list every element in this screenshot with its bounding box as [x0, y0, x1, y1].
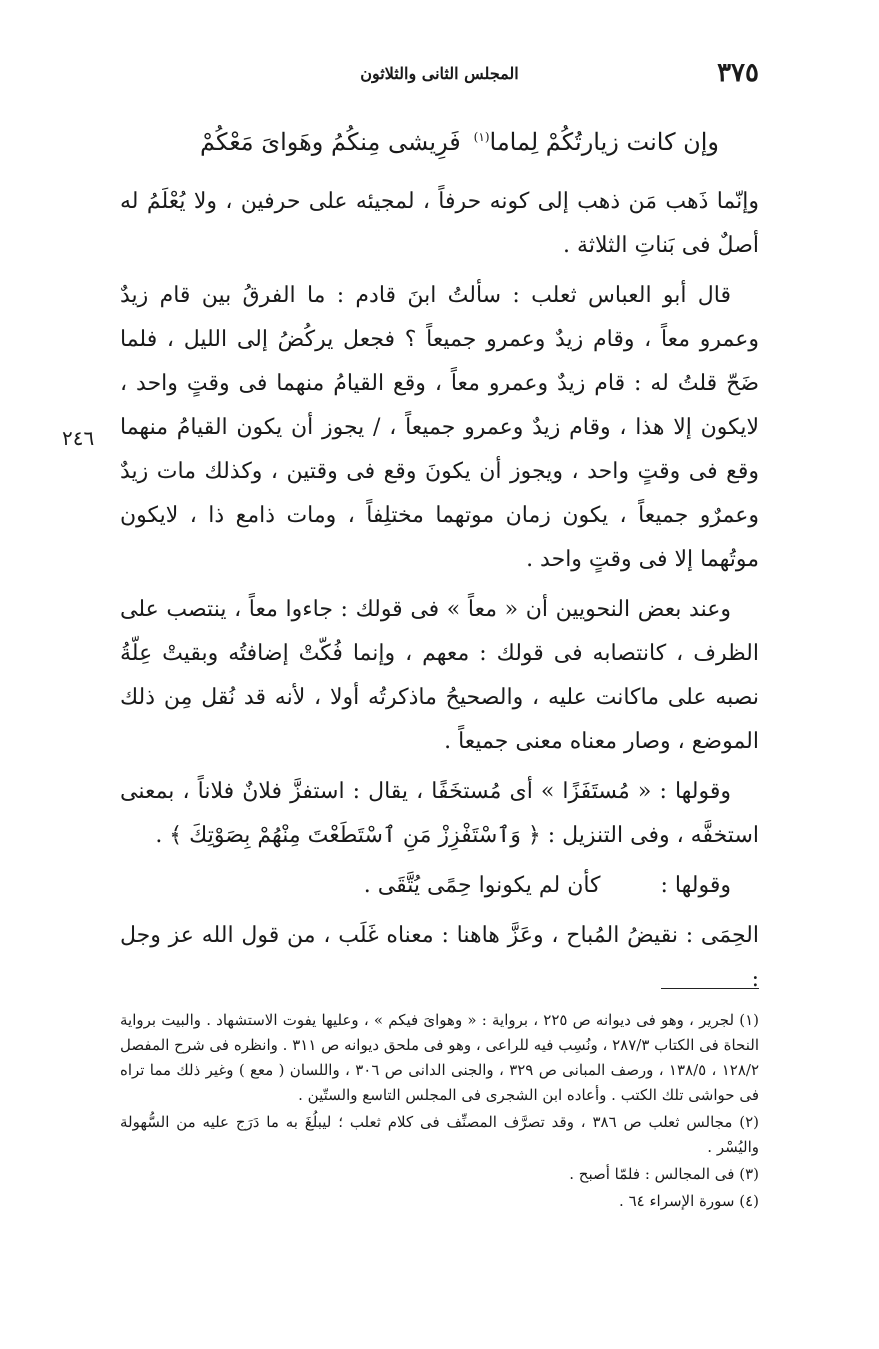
footnote: (١) لجرير ، وهو فى ديوانه ص ٢٢٥ ، برواية : « وهواىَ فيكم » ، وعليها يفوت الاستشهاد . والبيت برواية النحاة فى الكتاب ٢٨٧/٣ ، ونُسِب فيه للراعى ، وهو فى ملحق ديوانه ص ٣١١ . وانظره فى شرح المفصل ١٢٨/٢ ، ١٣٨/٥ ، ورصف المبانى ص ٣٢٩ ، والجنى الدانى ص ٣٠٦ ، واللسان ( معع ) وغير ذلك مما تراه فى حواشى تلك الكتب . وأعاده ابن الشجرى فى المجلس التاسع والستّين . — [120, 1011, 760, 1104]
footnotes — [120, 1008, 759, 1216]
verse-hemistich-first: فَرِيشى مِنكُمُ وهَواىَ مَعْكُمْ — [200, 128, 461, 156]
quote-label: وقولها : — [660, 873, 731, 898]
verse-hemistich-second-text: وإن كانت زيارتُكُمْ لِماما — [489, 128, 719, 156]
verse-hemistich-second — [474, 128, 719, 156]
paragraph: الحِمَى : نقيضُ المُباح ، وعَزَّ هاهنا : معناه غَلَب ، من قول الله عز وجل : — [120, 923, 759, 992]
paragraph: وقولها : « مُستَفَزًا » أى مُستخَفًا ، يقال : استفزَّ فلانٌ فلاناً ، بمعنى استخفَّه ، وفى التنزيل : ﴿ وَٱسْتَفْزِزْ مَنِ ٱسْتَطَعْتَ مِنْهُمْ بِصَوْتِكَ ﴾ . — [120, 779, 759, 848]
running-title: المجلس الثانى والثلاثون — [360, 64, 519, 83]
paragraph: وعند بعض النحويين أن « معاً » فى قولك : جاءوا معاً ، ينتصب على الظرف ، كانتصابه فى قولك : معهم ، وإنما فُكّتْ إضافتُه وبقيتْ عِلّةُ نصبه على ماكانت عليه ، والصحيحُ ماذكرتُه أولا ، لأنه قد نُقل مِن ذلك الموضع ، وصار معناه معنى جميعاً . — [120, 597, 759, 754]
main-text — [120, 180, 759, 1008]
quoted-verse-line — [120, 864, 759, 908]
margin-page-reference: ٢٤٦ — [62, 426, 95, 450]
footnote: (٢) مجالس ثعلب ص ٣٨٦ ، وقد تصرَّف المصنِّف فى كلام ثعلب ؛ ليبلُغَ به ما دَرَج عليه من السُّهولة واليُسْر . — [120, 1113, 759, 1156]
footnote-separator — [661, 988, 759, 989]
quote-text: كأن لم يكونوا حِمًى يُتَّقَى . — [363, 873, 601, 898]
footnote: (٤) سورة الإسراء ٦٤ . — [619, 1192, 759, 1210]
poetry-verse — [200, 128, 719, 178]
page-number: ٣٧٥ — [717, 58, 759, 88]
paragraph: قال أبو العباس ثعلب : سألتُ ابنَ قادم : ما الفرقُ بين قام زيدٌ وعمرو معاً ، وقام زيدٌ وعمرو جميعاً ؟ فجعل يركُضُ إلى الليل ، فلما ضَحّ قلتُ له : قام زيدٌ وعمرو معاً ، وقع القيامُ منهما فى وقتٍ واحد ، لايكون إلا هذا ، وقام زيدٌ وعمرو جميعاً ، / يجوز أن يكون القيامُ منهما وقع فى وقتٍ واحد ، ويجوز أن يكونَ وقع فى وقتين ، وكذلك مات زيدٌ وعمرٌو جميعاً ، يكون زمان موتهما مختلِفاً ، ومات ذامع ذا ، لايكون موتُهما إلا فى وقتٍ واحد . — [120, 283, 760, 572]
footnote: (٣) فى المجالس : فلمّا أصبح . — [569, 1165, 759, 1183]
paragraph: وإنّما ذَهب مَن ذهب إلى كونه حرفاً ، لمجيئه على حرفين ، ولا يُعْلَمُ له أصلٌ فى بَناتِ الثلاثة . — [120, 189, 759, 258]
footnote-marker: (١) — [473, 130, 490, 144]
page-header — [120, 58, 759, 98]
